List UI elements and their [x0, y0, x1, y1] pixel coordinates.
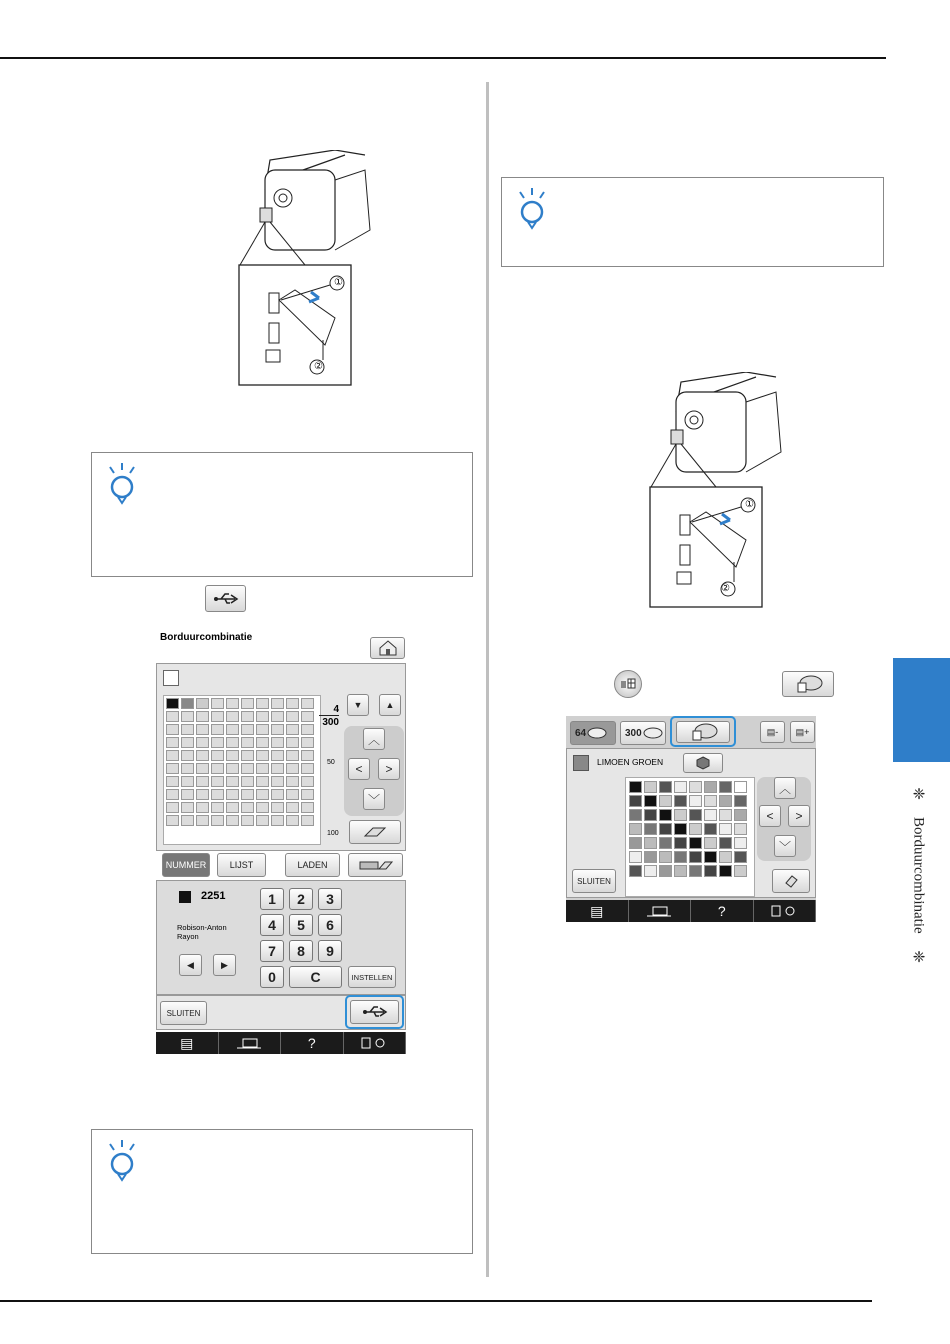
color-name: LIMOEN GROEN — [597, 757, 664, 767]
footer-settings-icon[interactable] — [754, 900, 817, 922]
key-1[interactable]: 1 — [260, 888, 284, 910]
grid-cell[interactable] — [286, 789, 299, 800]
next-brand-button[interactable]: ▶ — [213, 954, 236, 976]
grid-cell[interactable] — [181, 776, 194, 787]
grid-cell[interactable] — [211, 737, 224, 748]
grid-cell[interactable] — [211, 750, 224, 761]
grid-cell[interactable] — [659, 781, 672, 793]
grid-cell[interactable] — [271, 763, 284, 774]
set-button[interactable]: INSTELLEN — [348, 966, 396, 988]
grid-cell[interactable] — [271, 789, 284, 800]
grid-cell[interactable] — [181, 789, 194, 800]
grid-cell[interactable] — [241, 711, 254, 722]
home-button[interactable] — [370, 637, 405, 659]
footer-machine-icon[interactable] — [629, 900, 692, 922]
grid-cell[interactable] — [256, 698, 269, 709]
color-grid-area — [163, 695, 321, 845]
grid-cell[interactable] — [181, 763, 194, 774]
grid-cell[interactable] — [719, 837, 732, 849]
grid-cell[interactable] — [241, 776, 254, 787]
thread-eraser-icon — [359, 859, 393, 871]
grid-cell[interactable] — [196, 763, 209, 774]
grid-cell[interactable] — [256, 802, 269, 813]
grid-cell[interactable] — [196, 737, 209, 748]
prev-brand-button[interactable]: ◀ — [179, 954, 202, 976]
custom-grid-area — [625, 777, 755, 897]
custom-table-tab[interactable] — [676, 721, 730, 743]
grid-cell[interactable] — [719, 851, 732, 863]
grid-cell[interactable] — [271, 698, 284, 709]
grid-cell[interactable] — [301, 776, 314, 787]
grid-cell[interactable] — [689, 837, 702, 849]
eraser-button[interactable] — [349, 820, 401, 844]
grid-cell[interactable] — [719, 781, 732, 793]
footer-help-icon[interactable]: ? — [691, 900, 754, 922]
home-icon — [378, 640, 398, 656]
grid-cell[interactable] — [301, 724, 314, 735]
grid-cell[interactable] — [629, 851, 642, 863]
grid-cell[interactable] — [196, 789, 209, 800]
thread-brand: Robison-Anton Rayon — [177, 923, 227, 941]
grid-cell[interactable] — [734, 837, 747, 849]
callout-1: ① — [745, 499, 754, 510]
note-box — [91, 452, 473, 577]
thread-list-plus-button[interactable]: ▤+ — [790, 721, 815, 743]
footer-machine-icon[interactable] — [219, 1032, 282, 1054]
thread-color-swatch — [179, 891, 191, 903]
grid-cell[interactable] — [226, 724, 239, 735]
grid-cell[interactable] — [719, 865, 732, 877]
grid-cell[interactable] — [196, 776, 209, 787]
grid-cell[interactable] — [196, 698, 209, 709]
grid-cell[interactable] — [181, 750, 194, 761]
custom-thread-table-icon — [688, 723, 718, 741]
usb-icon — [362, 1005, 388, 1019]
key-9[interactable]: 9 — [318, 940, 342, 962]
grid-cell[interactable] — [734, 823, 747, 835]
footer-page-icon[interactable]: ▤ — [156, 1032, 219, 1054]
key-5[interactable]: 5 — [289, 914, 313, 936]
grid-cell[interactable] — [644, 865, 657, 877]
page-total: 300 — [322, 717, 339, 728]
grid-cell[interactable] — [644, 823, 657, 835]
grid-cell[interactable] — [256, 815, 269, 826]
eraser-icon — [784, 874, 798, 888]
grid-cell[interactable] — [734, 781, 747, 793]
grid-cell[interactable] — [644, 781, 657, 793]
grid-cell[interactable] — [256, 776, 269, 787]
grid-cell[interactable] — [256, 789, 269, 800]
grid-cell[interactable] — [166, 802, 179, 813]
grid-cell[interactable] — [659, 837, 672, 849]
grid-cell[interactable] — [256, 750, 269, 761]
grid-cell[interactable] — [211, 698, 224, 709]
key-8[interactable]: 8 — [289, 940, 313, 962]
selected-swatch — [573, 755, 589, 771]
grid-cell[interactable] — [689, 809, 702, 821]
thread-list-minus-button[interactable]: ▤- — [760, 721, 785, 743]
grid-cell[interactable] — [211, 711, 224, 722]
grid-cell[interactable] — [659, 809, 672, 821]
grid-cell[interactable] — [241, 737, 254, 748]
usb-icon — [213, 592, 239, 606]
grid-cell[interactable] — [181, 737, 194, 748]
grid-cell[interactable] — [211, 724, 224, 735]
key-2[interactable]: 2 — [289, 888, 313, 910]
note-box — [501, 177, 884, 267]
chapter-side-label — [903, 785, 933, 985]
chapter-title: Borduurcombinatie — [910, 817, 927, 934]
grid-cell[interactable] — [166, 776, 179, 787]
grid-cell[interactable] — [286, 737, 299, 748]
up-arrow-button[interactable]: ︿ — [363, 728, 385, 750]
scale-100: 100 — [327, 830, 339, 837]
tab-64-colors[interactable] — [570, 721, 616, 745]
grid-cell[interactable] — [256, 763, 269, 774]
grid-cell[interactable] — [644, 851, 657, 863]
ornament-icon: ❈ — [910, 947, 926, 966]
custom-color-grid — [629, 781, 747, 877]
grid-cell[interactable] — [241, 724, 254, 735]
usb-button[interactable] — [350, 1000, 399, 1024]
grid-cell[interactable] — [271, 815, 284, 826]
footer-help-icon[interactable]: ? — [281, 1032, 344, 1054]
up-arrow-button[interactable]: ︿ — [774, 777, 796, 799]
grid-cell[interactable] — [166, 698, 179, 709]
grid-cell[interactable] — [689, 781, 702, 793]
selected-swatch — [163, 670, 179, 686]
spool-button[interactable] — [683, 753, 723, 773]
grid-cell[interactable] — [166, 763, 179, 774]
grid-cell[interactable] — [286, 802, 299, 813]
grid-cell[interactable] — [674, 837, 687, 849]
grid-cell[interactable] — [629, 837, 642, 849]
tab-64-label: 64 — [575, 727, 587, 739]
grid-cell[interactable] — [211, 815, 224, 826]
down-arrow-button[interactable]: ﹀ — [363, 788, 385, 810]
grid-cell[interactable] — [211, 776, 224, 787]
grid-cell[interactable] — [704, 837, 717, 849]
grid-cell[interactable] — [301, 737, 314, 748]
eraser-button[interactable] — [772, 869, 810, 893]
grid-cell[interactable] — [226, 698, 239, 709]
grid-cell[interactable] — [301, 789, 314, 800]
left-arrow-button[interactable]: < — [348, 758, 370, 780]
grid-cell[interactable] — [226, 763, 239, 774]
grid-cell[interactable] — [166, 815, 179, 826]
grid-cell[interactable] — [241, 789, 254, 800]
right-arrow-button[interactable]: > — [378, 758, 400, 780]
grid-cell[interactable] — [226, 802, 239, 813]
grid-cell[interactable] — [241, 815, 254, 826]
grid-cell[interactable] — [674, 781, 687, 793]
grid-cell[interactable] — [196, 724, 209, 735]
grid-cell[interactable] — [211, 802, 224, 813]
grid-cell[interactable] — [256, 724, 269, 735]
grid-cell[interactable] — [286, 776, 299, 787]
usb-inline-button — [205, 585, 246, 612]
grid-cell[interactable] — [226, 789, 239, 800]
grid-cell[interactable] — [674, 823, 687, 835]
grid-cell[interactable] — [704, 781, 717, 793]
key-6[interactable]: 6 — [318, 914, 342, 936]
grid-cell[interactable] — [166, 711, 179, 722]
grid-cell[interactable] — [181, 815, 194, 826]
page-up-button[interactable]: ▲ — [379, 694, 401, 716]
spool-icon — [696, 756, 710, 770]
key-clear[interactable]: C — [289, 966, 342, 988]
key-4[interactable]: 4 — [260, 914, 284, 936]
footer-rule — [0, 1300, 872, 1302]
close-button[interactable]: SLUITEN — [160, 1001, 207, 1025]
grid-cell[interactable] — [286, 815, 299, 826]
grid-cell[interactable] — [301, 815, 314, 826]
grid-cell[interactable] — [629, 809, 642, 821]
tab-300-label: 300 — [625, 727, 642, 739]
tab-nummer[interactable]: NUMMER — [162, 853, 210, 877]
thread-grid-inline-icon — [614, 670, 642, 698]
note-box — [91, 1129, 473, 1254]
grid-cell[interactable] — [704, 795, 717, 807]
grid-cell[interactable] — [226, 737, 239, 748]
grid-cell[interactable] — [166, 789, 179, 800]
grid-cell[interactable] — [689, 865, 702, 877]
tab-laden[interactable]: LADEN — [285, 853, 340, 877]
tab-lijst[interactable]: LIJST — [217, 853, 266, 877]
grid-cell[interactable] — [704, 851, 717, 863]
grid-cell[interactable] — [181, 698, 194, 709]
grid-cell[interactable] — [674, 851, 687, 863]
grid-cell[interactable] — [734, 795, 747, 807]
machine-usb-illustration — [235, 150, 385, 390]
grid-cell[interactable] — [301, 698, 314, 709]
grid-cell[interactable] — [256, 737, 269, 748]
grid-cell[interactable] — [166, 724, 179, 735]
page-down-button[interactable]: ▼ — [347, 694, 369, 716]
grid-cell[interactable] — [226, 815, 239, 826]
grid-cell[interactable] — [644, 837, 657, 849]
callout-1: ① — [334, 277, 343, 288]
eraser-icon — [363, 826, 387, 838]
grid-cell[interactable] — [196, 711, 209, 722]
screen1-title: Borduurcombinatie — [160, 632, 253, 643]
grid-cell[interactable] — [166, 737, 179, 748]
grid-cell[interactable] — [301, 711, 314, 722]
grid-cell[interactable] — [271, 750, 284, 761]
grid-cell[interactable] — [719, 823, 732, 835]
grid-cell[interactable] — [271, 724, 284, 735]
grid-cell[interactable] — [271, 737, 284, 748]
grid-cell[interactable] — [674, 865, 687, 877]
grid-cell[interactable] — [629, 823, 642, 835]
grid-cell[interactable] — [256, 711, 269, 722]
grid-cell[interactable] — [644, 809, 657, 821]
grid-cell[interactable] — [659, 823, 672, 835]
grid-cell[interactable] — [286, 724, 299, 735]
color-grid — [166, 698, 314, 826]
down-arrow-button[interactable]: ﹀ — [774, 835, 796, 857]
grid-cell[interactable] — [196, 750, 209, 761]
machine-usb-illustration — [646, 372, 796, 612]
grid-cell[interactable] — [674, 795, 687, 807]
grid-cell[interactable] — [196, 815, 209, 826]
thread-grid-panel — [156, 663, 406, 851]
grid-cell[interactable] — [286, 711, 299, 722]
screen1-footer — [156, 1032, 406, 1054]
grid-cell[interactable] — [301, 763, 314, 774]
close-button[interactable]: SLUITEN — [572, 869, 616, 893]
grid-cell[interactable] — [181, 802, 194, 813]
scale-50: 50 — [327, 759, 335, 766]
grid-cell[interactable] — [241, 802, 254, 813]
grid-cell[interactable] — [271, 802, 284, 813]
grid-cell[interactable] — [241, 698, 254, 709]
grid-cell[interactable] — [271, 711, 284, 722]
grid-cell[interactable] — [674, 809, 687, 821]
thread-code: 2251 — [201, 890, 226, 902]
column-divider — [486, 82, 489, 1277]
custom-table-inline-button — [782, 671, 834, 697]
grid-cell[interactable] — [689, 823, 702, 835]
note-bulb-icon — [102, 463, 142, 505]
grid-cell[interactable] — [659, 851, 672, 863]
thread-list-button[interactable] — [348, 853, 403, 877]
grid-cell[interactable] — [629, 781, 642, 793]
grid-cell[interactable] — [734, 851, 747, 863]
header-rule — [0, 57, 886, 59]
page-current: 4 — [319, 704, 339, 716]
custom-table-panel — [566, 748, 816, 898]
key-7[interactable]: 7 — [260, 940, 284, 962]
grid-cell[interactable] — [704, 823, 717, 835]
grid-cell[interactable] — [166, 750, 179, 761]
grid-cell[interactable] — [644, 795, 657, 807]
grid-cell[interactable] — [226, 776, 239, 787]
grid-cell[interactable] — [659, 795, 672, 807]
grid-cell[interactable] — [271, 776, 284, 787]
left-arrow-button[interactable]: < — [759, 805, 781, 827]
grid-cell[interactable] — [286, 750, 299, 761]
grid-cell[interactable] — [286, 698, 299, 709]
grid-cell[interactable] — [226, 750, 239, 761]
note-bulb-icon — [102, 1140, 142, 1182]
custom-thread-table-icon — [793, 675, 823, 693]
key-3[interactable]: 3 — [318, 888, 342, 910]
grid-cell[interactable] — [734, 809, 747, 821]
grid-cell[interactable] — [689, 795, 702, 807]
grid-cell[interactable] — [629, 865, 642, 877]
grid-cell[interactable] — [286, 763, 299, 774]
footer-page-icon[interactable]: ▤ — [566, 900, 629, 922]
grid-cell[interactable] — [704, 809, 717, 821]
callout-2: ② — [314, 361, 323, 372]
screen2-footer — [566, 900, 816, 922]
tab-300-colors[interactable] — [620, 721, 666, 745]
grid-cell[interactable] — [241, 763, 254, 774]
ornament-icon: ❈ — [910, 785, 926, 803]
grid-cell[interactable] — [181, 711, 194, 722]
footer-settings-icon[interactable] — [344, 1032, 407, 1054]
callout-2: ② — [721, 583, 730, 594]
grid-cell[interactable] — [241, 750, 254, 761]
grid-cell[interactable] — [226, 711, 239, 722]
grid-cell[interactable] — [211, 789, 224, 800]
grid-cell[interactable] — [301, 802, 314, 813]
grid-cell[interactable] — [181, 724, 194, 735]
grid-cell[interactable] — [719, 795, 732, 807]
grid-cell[interactable] — [196, 802, 209, 813]
grid-cell[interactable] — [719, 809, 732, 821]
grid-cell[interactable] — [659, 865, 672, 877]
grid-cell[interactable] — [704, 865, 717, 877]
grid-cell[interactable] — [301, 750, 314, 761]
grid-cell[interactable] — [211, 763, 224, 774]
grid-cell[interactable] — [629, 795, 642, 807]
key-0[interactable]: 0 — [260, 966, 284, 988]
grid-cell[interactable] — [689, 851, 702, 863]
chapter-tab — [893, 658, 950, 762]
grid-cell[interactable] — [734, 865, 747, 877]
right-arrow-button[interactable]: > — [788, 805, 810, 827]
note-bulb-icon — [512, 188, 552, 230]
